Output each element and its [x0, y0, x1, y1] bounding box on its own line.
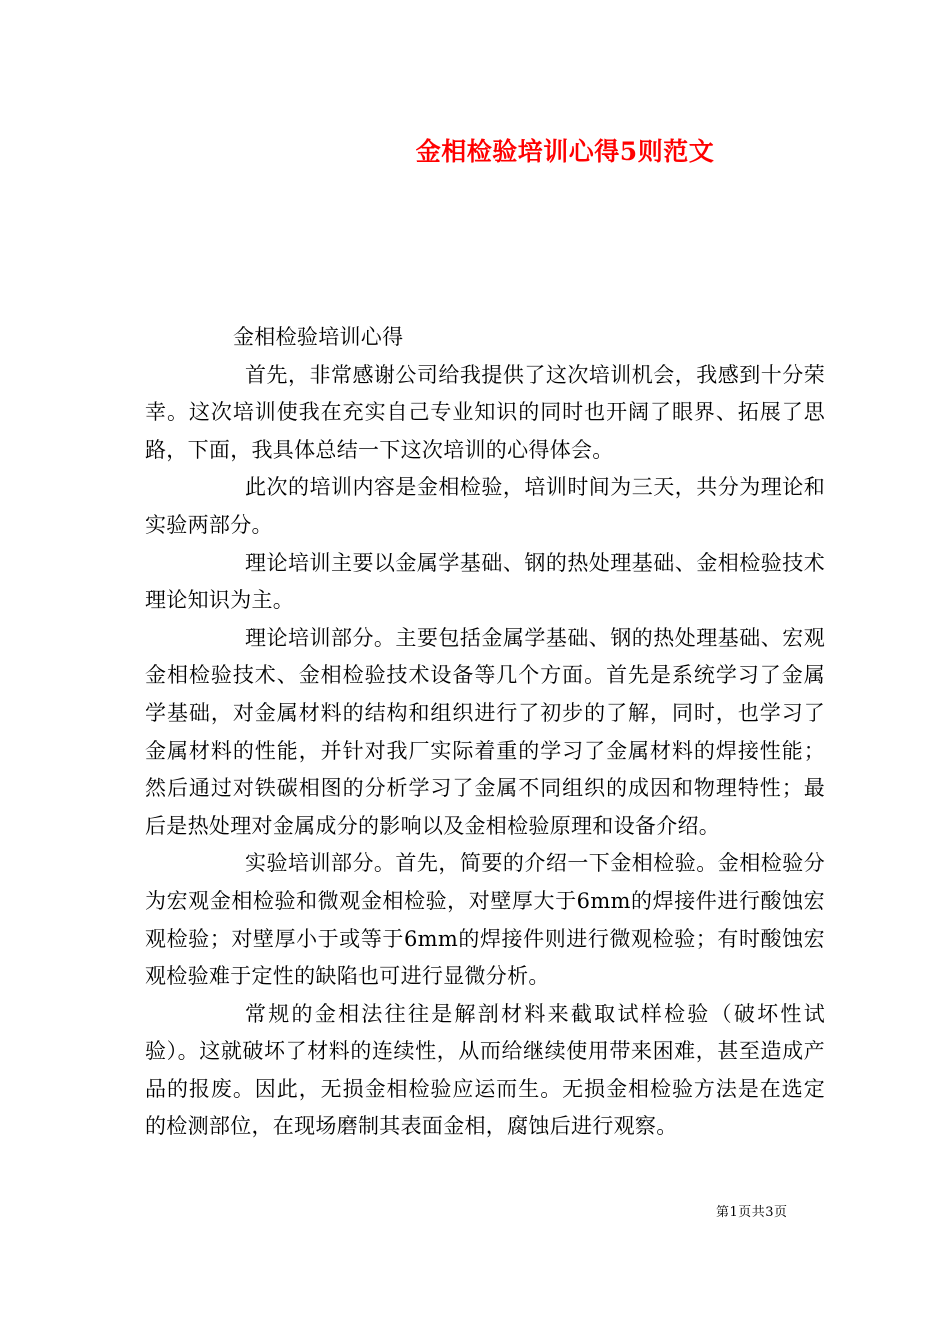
page-number-footer: 第1页共3页 — [716, 1205, 788, 1220]
document-body — [145, 319, 825, 1146]
paragraph-nondestructive: 常规的金相法往往是解剖材料来截取试样检验（破坏性试验）。这就破坏了材料的连续性，从而给继续使用带来困难，甚至造成产品的报废。因此，无损金相检验应运而生。无损金相检验方法是在选定的检测部位，在现场磨制其表面金相，腐蚀后进行观察。 — [145, 1001, 825, 1139]
paragraph-training-content: 此次的培训内容是金相检验，培训时间为三天，共分为理论和实验两部分。 — [145, 475, 825, 537]
paragraph-experiment: 实验培训部分。首先，简要的介绍一下金相检验。金相检验分为宏观金相检验和微观金相检验，对壁厚大于6mm的焊接件进行酸蚀宏观检验；对壁厚小于或等于6mm的焊接件则进行微观检验；有时酸蚀宏观检验难于定性的缺陷也可进行显微分析。 — [145, 851, 825, 989]
paragraph-intro: 首先，非常感谢公司给我提供了这次培训机会，我感到十分荣幸。这次培训使我在充实自己专业知识的同时也开阔了眼界、拓展了思路，下面，我具体总结一下这次培训的心得体会。 — [145, 362, 825, 462]
paragraph-theory-summary: 理论培训主要以金属学基础、钢的热处理基础、金相检验技术理论知识为主。 — [145, 550, 825, 613]
document-title: 金相检验培训心得5则范文 — [415, 137, 715, 166]
paragraph-theory-detail: 理论培训部分。主要包括金属学基础、钢的热处理基础、宏观金相检验技术、金相检验技术设备等几个方面。首先是系统学习了金属学基础，对金属材料的结构和组织进行了初步的了解，同时，也学习了金属材料的性能，并针对我厂实际着重的学习了金属材料的焊接性能；然后通过对铁碳相图的分析学习了金属不同组织的成因和物理特性；最后是热处理对金属成分的影响以及金相检验原理和设备介绍。 — [145, 625, 825, 838]
section-heading: 金相检验培训心得 — [233, 325, 404, 349]
